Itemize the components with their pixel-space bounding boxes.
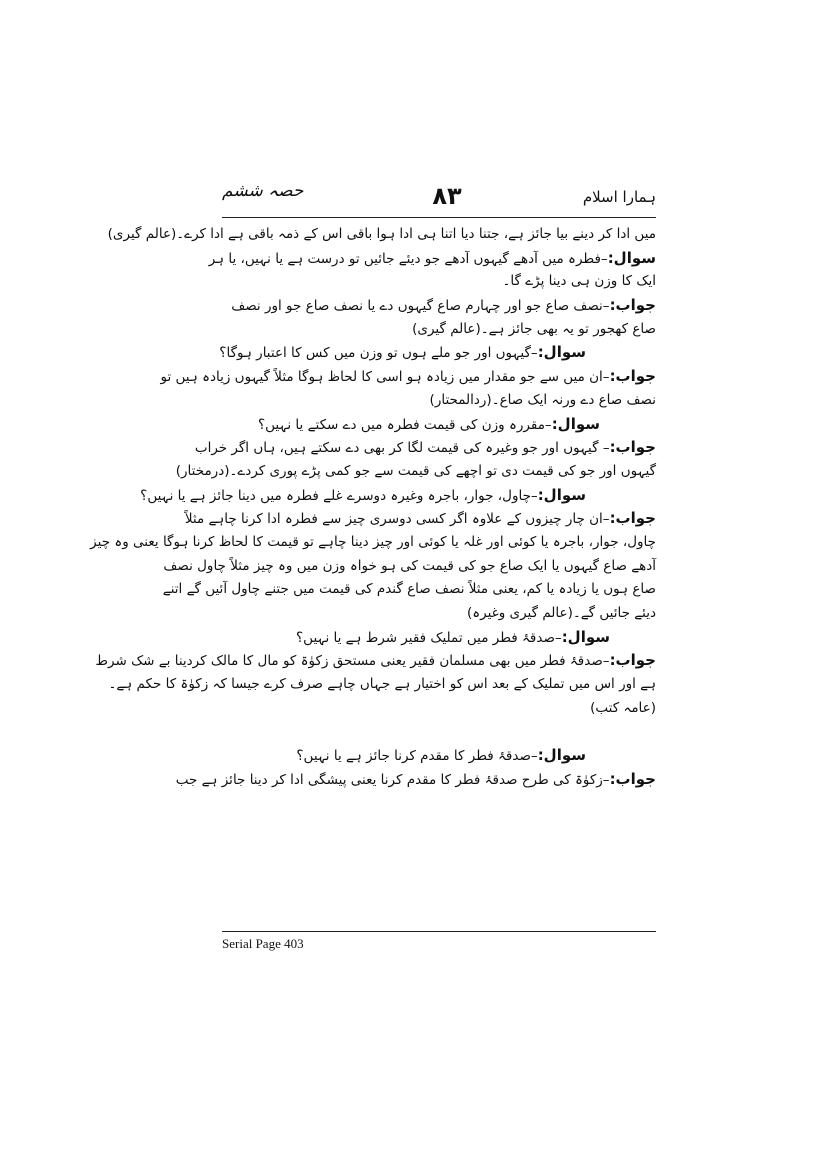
footer-rule xyxy=(222,931,656,932)
line-text: آدھے صاع گیہوں یا ایک صاع جو کی قیمت کی ہو خواہ وزن میں وہ چیز مثلاً چاول نصف xyxy=(163,557,656,574)
text-line xyxy=(175,460,656,484)
qa-line xyxy=(140,484,656,508)
text-line xyxy=(163,555,656,579)
line-text: ایک کا وزن ہی دینا پڑے گا۔ xyxy=(502,273,656,290)
qa-line xyxy=(194,436,656,460)
line-text: –صدقۂ فطر میں تملیک فقیر شرط ہے یا نہیں؟ xyxy=(296,629,562,646)
page-body xyxy=(90,223,656,792)
line-text: دیئے جائیں گے۔(عالم گیری وغیرہ) xyxy=(466,605,656,621)
text-line xyxy=(162,578,656,602)
line-text: –صدقۂ فطر میں بھی مسلمان فقیر یعنی مستحق زکوٰۃ کو مال کا مالک کردینا بے شک شرط xyxy=(95,653,610,670)
line-text: –گیہوں اور جو ملے ہوں تو وزن میں کس کا اعتبار ہوگا؟ xyxy=(219,345,538,362)
header-rule xyxy=(222,217,656,218)
qa-line xyxy=(219,341,656,365)
page-header xyxy=(222,178,656,212)
line-label: سوال: xyxy=(537,343,586,362)
qa-line xyxy=(222,744,656,768)
line-label: سوال: xyxy=(551,414,600,433)
text-line xyxy=(222,720,656,744)
line-label: سوال: xyxy=(607,248,656,267)
text-line xyxy=(222,389,656,413)
line-text: –زکوٰۃ کی طرح صدقۂ فطر کا مقدم کرنا یعنی پیشگی ادا کر دینا جائز ہے جب xyxy=(175,771,610,788)
qa-line xyxy=(95,649,656,673)
text-line xyxy=(222,697,656,721)
line-label: سوال: xyxy=(537,485,586,504)
line-text: نصف صاع دے ورنہ ایک صاع۔(ردالمحتار) xyxy=(429,391,656,408)
line-text: چاول، جوار، باجرہ یا کوئی اور غلہ یا کوئی اور چیز دینا چاہے تو قیمت کا لحاظ کرنا ہوگا یعنی وہ چیز xyxy=(90,533,656,550)
text-line xyxy=(222,270,656,294)
qa-line xyxy=(222,626,656,650)
line-label: جواب: xyxy=(609,367,656,386)
part-title: حصہ ششم xyxy=(222,181,304,201)
qa-line xyxy=(184,507,656,531)
line-text: (عامہ کتب) xyxy=(590,699,656,716)
line-label: جواب: xyxy=(609,509,656,528)
text-line xyxy=(107,223,656,247)
line-label: جواب: xyxy=(609,651,656,670)
line-text: –صدقۂ فطر کا مقدم کرنا جائز ہے یا نہیں؟ xyxy=(296,748,538,765)
line-text: –نصف صاع جو اور چہارم صاع گیہوں دے یا نصف صاع جو اور نصف xyxy=(231,298,610,315)
line-text: – گیہوں اور جو وغیرہ کی قیمت لگا کر بھی دے سکتے ہیں، ہاں اگر خراب xyxy=(194,440,610,457)
line-text: –چاول، جوار، باجرہ وغیرہ دوسرے غلے فطرہ میں دینا جائز ہے یا نہیں؟ xyxy=(140,487,538,504)
text-line xyxy=(222,602,656,626)
line-label: جواب: xyxy=(609,296,656,315)
qa-line xyxy=(175,768,656,792)
line-label: جواب: xyxy=(609,769,656,788)
text-line xyxy=(90,531,656,555)
line-text: گیہوں اور جو کی قیمت دی تو اچھے کی قیمت سے جو کمی پڑے پوری کردے۔(درمختار) xyxy=(175,462,656,479)
text-line xyxy=(108,673,656,697)
line-text: –مقررہ وزن کی قیمت فطرہ میں دے سکتے یا نہیں؟ xyxy=(257,416,552,433)
text-line xyxy=(222,318,656,342)
line-text: صاع کھجور تو یہ بھی جائز ہے۔(عالم گیری) xyxy=(412,320,656,337)
line-text: ہے اور اس میں تملیک کے بعد اس کو اختیار ہے جہاں چاہے صرف کرے جیسا کہ زکوٰۃ کا حکم ہے۔ xyxy=(108,676,656,693)
line-text: –ان میں سے جو مقدار میں زیادہ ہو اسی کا لحاظ ہوگا مثلاً گیہوں زیادہ ہیں تو xyxy=(160,369,610,386)
line-label: سوال: xyxy=(561,627,610,646)
qa-line xyxy=(160,365,656,389)
line-text: –فطرہ میں آدھے گیہوں آدھے جو دیئے جائیں تو درست ہے یا نہیں، یا ہر xyxy=(208,250,608,267)
line-text: میں ادا کر دینے بیا جائز ہے، جتنا دیا اتنا ہی ادا ہوا باقی اس کے ذمہ باقی ہے ادا کرے۔(عالم گیری) xyxy=(107,226,656,242)
line-text: –ان چار چیزوں کے علاوہ اگر کسی دوسری چیز سے فطرہ ادا کرنا چاہے مثلاً xyxy=(184,511,610,528)
book-title: ہمارا اسلام xyxy=(582,188,656,206)
page-number: ۸۳ xyxy=(432,182,462,210)
line-text: صاع ہوں یا زیادہ یا کم، یعنی مثلاً نصف صاع گندم کی قیمت میں جتنے چاول آئیں گے اتنے xyxy=(162,581,656,598)
serial-page: Serial Page 403 xyxy=(222,936,304,951)
qa-line xyxy=(208,247,656,271)
qa-line xyxy=(222,294,656,318)
qa-line xyxy=(222,413,656,437)
line-label: سوال: xyxy=(537,746,586,765)
line-label: جواب: xyxy=(609,438,656,457)
